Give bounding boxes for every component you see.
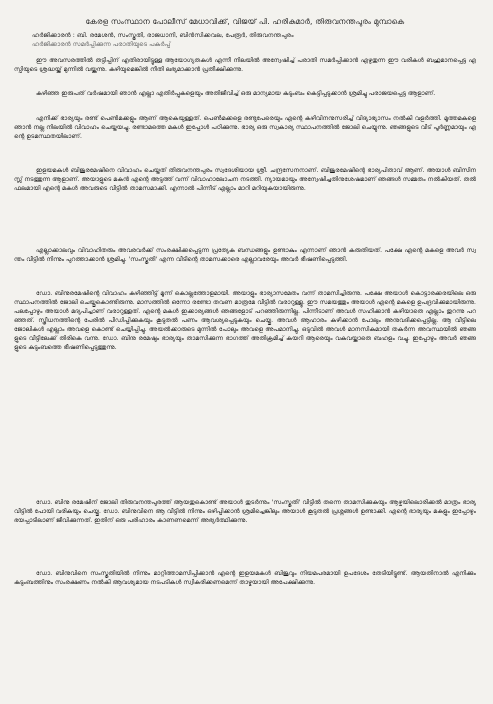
paragraph-text: എനിക്ക് ഭാര്യയും രണ്ട് പെൺമക്കളും ആണ് ആകെയുള്ളത്. പെൺമക്കളെ രണ്ടുപേരെയും എന്റെ കഴിവിനനുസരിച്ച് വിദ്യാഭ്യാസം നൽകി വളർത്തി. മൂത്തമകളെ ഞാൻ നല്ല നിലയിൽ വിവാഹം ചെയ്തയച്ചു. രണ്ടാമത്തെ മകൾ ഇപ്പോൾ പഠിക്കുന്നു. ഭാര്യ ഒരു സ്വകാര്യ സ്ഥാപനത്തിൽ ജോലി ചെയ്യുന്നു. ഞങ്ങളുടെ വീട് പൂർണ്ണമായും എന്റെ ഉടമസ്ഥതയിലാണ്. bbox=[14, 114, 476, 140]
paragraph-text: ഡോ. ബിനുവിനെ സംസ്കൃതിയിൽ നിന്നും മാറ്റിത്താമസിപ്പിക്കാൻ എന്റെ ഇളയമകൾ ബിജുവും നിയമപരമായി ഉപദേശം തേടിയിട്ടുണ്ട്. ആയതിനാൽ എനിക്കും കുടുംബത്തിനും സംരക്ഷണം നൽകി ആവശ്യമായ നടപടികൾ സ്വീകരിക്കണമെന്ന് താഴ്മയായി അപേക്ഷിക്കുന്നു. bbox=[14, 569, 476, 586]
paragraph-daughters bbox=[14, 114, 476, 161]
petitioner-line: ഹർജിക്കാരൻ : ബി. രമേശൻ, സംസ്കൃതി, രാജധാനി, ബിൻസിക്കവല, പേരൂർ, തിരുവനന്തപുരം bbox=[32, 32, 294, 39]
paragraph-family bbox=[14, 89, 476, 109]
paragraph-request bbox=[14, 569, 476, 607]
paragraph-text: ഈ അവസരത്തിൽ തട്ടിപ്പിന് എതിരായിട്ടുള്ള ആയോഗ്യതകൾ എന്നീ നിലയിൽ അന്വേഷിച്ച് പരാതി സമർപ്പിക്കാൻ എഴുതുന്ന ഈ വരികൾ ബഹുമാനപ്പെട്ട എസ്പിയുടെ ശ്രദ്ധയ്ക്ക് മുന്നിൽ വയ്ക്കുന്നു. കഴിയുമെങ്കിൽ നീതി ലഭ്യമാക്കാൻ പ്രതീക്ഷിക്കുന്നു. bbox=[14, 56, 476, 73]
paragraph-marriage bbox=[14, 166, 476, 241]
paragraph-text: ഡോ. ബിനു രമേഷിന് ജോലി തിരുവനന്തപുരത്ത് ആയതുകൊണ്ട് അയാൾ തുടർന്നും 'സംസ്കൃതി' വീട്ടിൽ തന്നെ താമസിക്കുകയും ആഴ്ചയിലൊരിക്കൽ മാത്രം ഭാര്യവീട്ടിൽ പോയി വരികയും ചെയ്തു. ഡോ. ബിനുവിനെ ആ വീട്ടിൽ നിന്നും ഒഴിപ്പിക്കാൻ ശ്രമിച്ചെങ്കിലും അയാൾ കൂടുതൽ പ്രശ്നങ്ങൾ ഉണ്ടാക്കി. എന്റെ ഭാര്യയും മകളും ഇപ്പോഴും ഭയപ്പാടിലാണ് ജീവിക്കുന്നത്. ഇതിന് ഒരു പരിഹാരം കാണണമെന്ന് അഭ്യർത്ഥിക്കുന്നു. bbox=[14, 498, 476, 524]
paragraph-harassment bbox=[14, 289, 476, 493]
letter-heading: കേരള സംസ്ഥാന പോലീസ് മേധാവിക്ക്, വിജയ് പി. ഹരികുമാർ, തിരുവനന്തപുരം മുമ്പാകെ bbox=[85, 17, 405, 26]
paragraph-text: ഡോ. ബിനുരമേഷിന്റെ വിവാഹം കഴിഞ്ഞിട്ട് മൂന്ന് കൊല്ലത്തോളമായി. അയാളും ഭാര്യാസമേതം വന്ന് താമസിച്ചിരുന്നു. പക്ഷേ അയാൾ കൊട്ടാരക്കരയിലെ ഒരു സ്ഥാപനത്തിൽ ജോലി ചെയ്തുകൊണ്ടിരുന്നു. മാസത്തിൽ ഒന്നോ രണ്ടോ തവണ മാത്രമേ വീട്ടിൽ വരാറുള്ളൂ. ഈ സമയത്തും അയാൾ എന്റെ മകളെ ഉപദ്രവിക്കുമായിരുന്നു. പലപ്പോഴും അയാൾ മദ്യപിച്ചാണ് വരാറുള്ളത്. എന്റെ മകൾ ഇക്കാര്യങ്ങൾ ഞങ്ങളോട് പറഞ്ഞിരുന്നില്ല. പിന്നീടാണ് അവൾ സഹിക്കാൻ കഴിയാതെ എല്ലാം തുറന്നു പറഞ്ഞത്. സ്ത്രീധനത്തിന്റെ പേരിൽ പീഡിപ്പിക്കുകയും കൂടുതൽ പണം ആവശ്യപ്പെടുകയും ചെയ്തു. അവൾ ആഹാരം കഴിക്കാൻ പോലും അനുവദിക്കപ്പെട്ടില്ല. ആ വീട്ടിലെ ജോലികൾ എല്ലാം അവളെ കൊണ്ട് ചെയ്യിപ്പിച്ചു. അയൽക്കാരുടെ മുന്നിൽ പോലും അവളെ അപമാനിച്ചു. ഒടുവിൽ അവൾ മാനസികമായി തകർന്ന അവസ്ഥയിൽ ഞങ്ങളുടെ വീട്ടിലേക്ക് തിരികെ വന്നു. ഡോ. ബിനു രമേഷും ഭാര്യയും താമസിക്കുന്ന ഭാഗത്ത് അതിക്രമിച്ച് കയറി ആരെയും വകവയ്ക്കാതെ ബഹളം വച്ചു. ഇപ്പോഴും അവർ ഞങ്ങളുടെ കുടുംബത്തെ ഭീഷണിപ്പെടുത്തുന്നു. bbox=[14, 289, 476, 352]
paragraph-text: ഇളയമകൾ ബിജുരമേഷിനെ വിവാഹം ചെയ്തത് തിരുവനന്തപുരം സ്വദേശിയായ ശ്രീ. ചന്ദ്രസേനനാണ്. ബിജുരമേഷിന്റെ ഭാര്യപിതാവ് ആണ്. അയാൾ ബിസിനസ്സ് നടത്തുന്ന ആളാണ്. അയാളുടെ മകൻ എന്റെ അടുത്ത് വന്ന് വിവാഹാലോചന നടത്തി. ന്യായമായും അന്വേഷിച്ചതിനുശേഷമാണ് ഞങ്ങൾ സമ്മതം നൽകിയത്. തൽഫലമായി എന്റെ മകൾ അവരുടെ വീട്ടിൽ താമസമാക്കി. എന്നാൽ പിന്നീട് എല്ലാം മാറി മറിയുകയായിരുന്നു. bbox=[14, 166, 476, 192]
paragraph-text: കഴിഞ്ഞ ഇരുപത് വർഷമായി ഞാൻ എല്ലാ എതിർപ്പുകളെയും അതിജീവിച്ച് ഒരു മാന്യമായ കുടുംബം കെട്ടിപ്പടുക്കാൻ ശ്രമിച്ചു പരാജയപ്പെട്ട ആളാണ്. bbox=[36, 89, 436, 97]
subject-line: ഹർജിക്കാരൻ സമർപ്പിക്കുന്ന പരാതിയുടെ പകർപ്പ് bbox=[32, 41, 171, 49]
complaint-letter bbox=[14, 10, 476, 700]
paragraph-threats bbox=[14, 246, 476, 284]
paragraph-residence bbox=[14, 498, 476, 564]
paragraph-intro bbox=[14, 56, 476, 84]
paragraph-text: എല്ലാക്കാലവും വിവാഹിതരും അവരവർക്ക് സംരക്ഷിക്കപ്പെടുന്ന പ്രത്യേക ബന്ധങ്ങളും ഉണ്ടാകും എന്നാണ് ഞാൻ കരുതിയത്. പക്ഷേ എന്റെ മകളെ അവർ സ്വന്തം വീട്ടിൽ നിന്നും പുറത്താക്കാൻ ശ്രമിച്ചു. 'സംസ്കൃതി' എന്ന വീടിന്റെ താമസക്കാരെ എല്ലാവരേയും അവർ ഭീഷണിപ്പെടുത്തി. bbox=[14, 246, 476, 263]
